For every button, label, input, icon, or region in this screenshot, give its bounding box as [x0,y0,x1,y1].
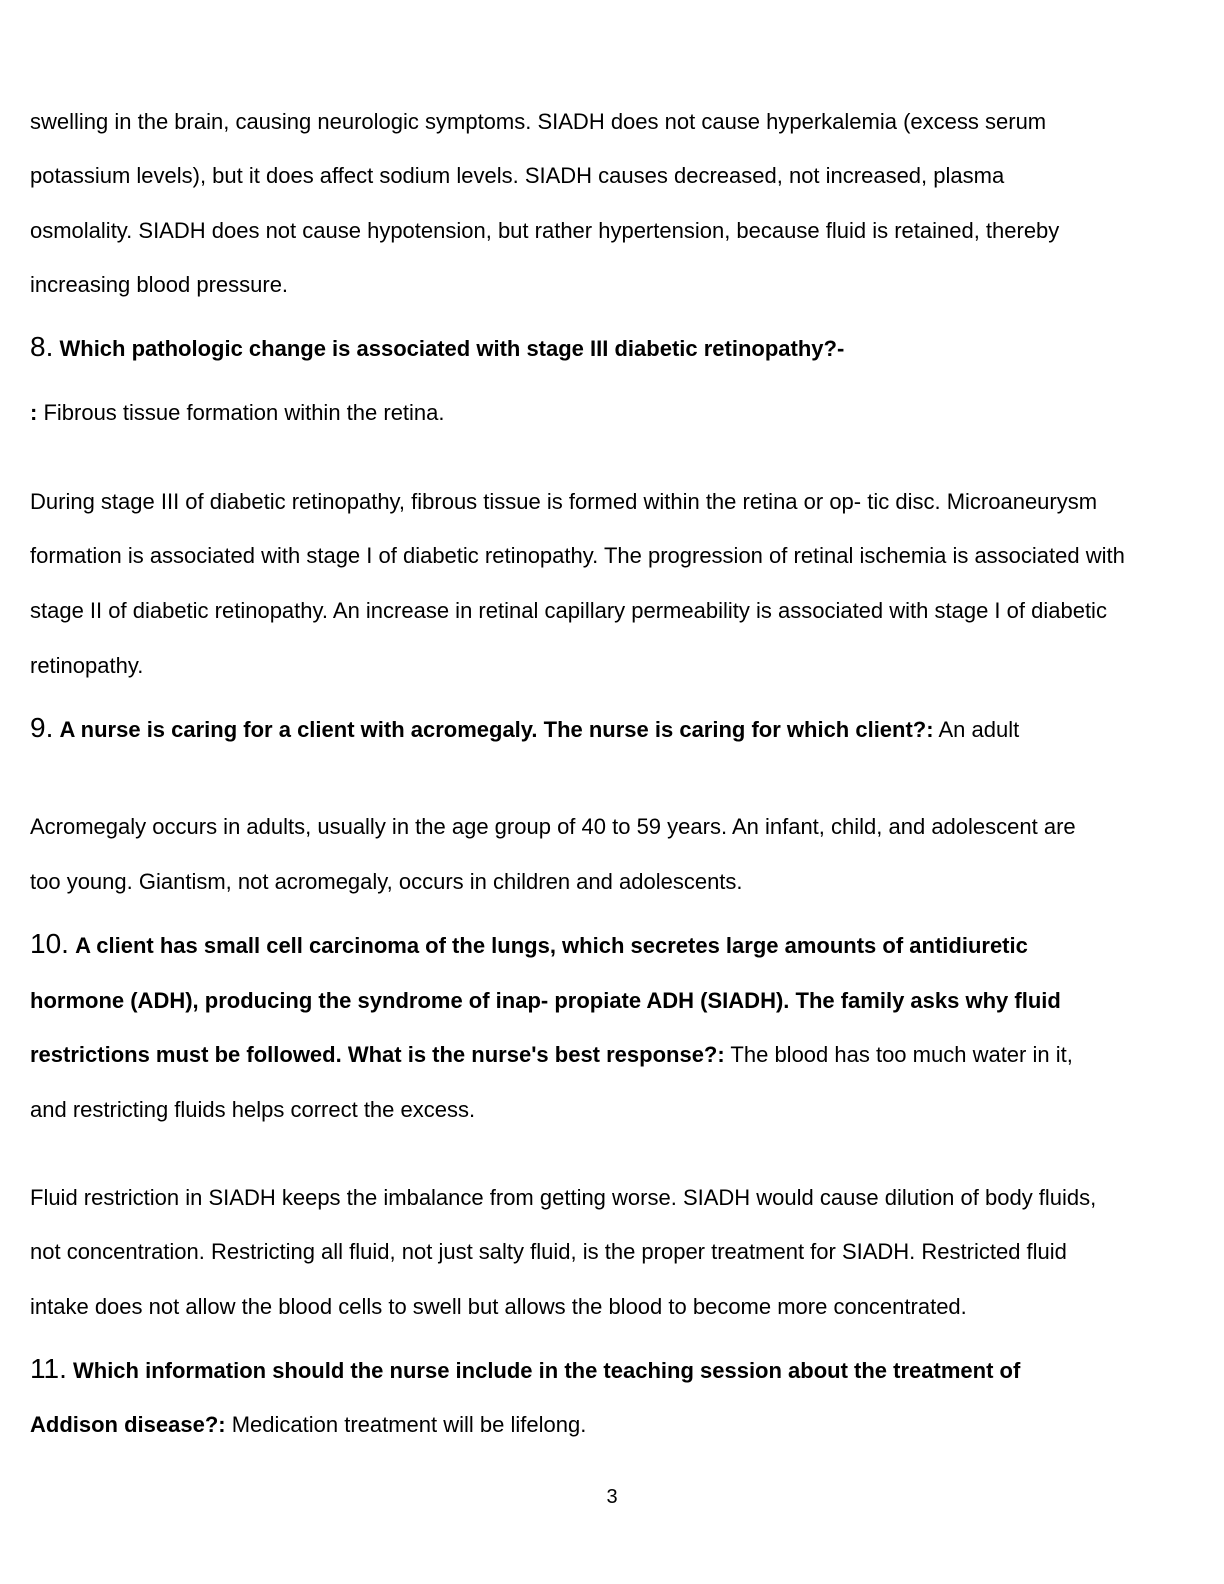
rationale-line: increasing blood pressure. [30,272,289,297]
answer-text: An adult [933,717,1020,742]
question-number: 9. [30,712,54,743]
question-text: hormone (ADH), producing the syndrome of inap- propiate ADH (SIADH). The family asks why fluid [30,988,1061,1013]
question-number: 8. [30,331,54,362]
question-number: 11. [30,1353,67,1384]
rationale-line: retinopathy. [30,653,144,678]
rationale-line: Acromegaly occurs in adults, usually in the age group of 40 to 59 years. An infant, child, and adolescent are [30,814,1076,839]
question-11 [30,1354,1020,1386]
question-10-line [30,988,1061,1014]
question-9 [30,713,1019,745]
question-11-line [30,1412,586,1438]
answer-8 [30,400,445,426]
rationale-line: not concentration. Restricting all fluid, not just salty fluid, is the proper treatment for SIADH. Restricted fluid [30,1239,1067,1264]
answer-text: Medication treatment will be lifelong. [225,1412,587,1437]
answer-text: Fibrous tissue formation within the retina. [37,400,445,425]
question-text: A nurse is caring for a client with acromegaly. The nurse is caring for which client?: [59,717,934,742]
rationale-line: formation is associated with stage I of diabetic retinopathy. The progression of retinal ischemia is associated with [30,543,1125,568]
rationale-line: swelling in the brain, causing neurologic symptoms. SIADH does not cause hyperkalemia (excess serum [30,109,1047,134]
rationale-line: Fluid restriction in SIADH keeps the imbalance from getting worse. SIADH would cause dilution of body fluids, [30,1185,1097,1210]
rationale-line: potassium levels), but it does affect sodium levels. SIADH causes decreased, not increased, plasma [30,163,1005,188]
rationale-line: intake does not allow the blood cells to swell but allows the blood to become more concentrated. [30,1294,967,1319]
question-text: Which information should the nurse include in the teaching session about the treatment of [72,1358,1021,1383]
answer-prefix: : [30,400,38,425]
answer-text: The blood has too much water in it, [724,1042,1073,1067]
question-text: A client has small cell carcinoma of the lungs, which secretes large amounts of antidiuretic [75,933,1028,958]
question-10 [30,929,1028,961]
page-number: 3 [606,1486,618,1508]
question-text: Addison disease?: [30,1412,226,1437]
question-8 [30,332,844,364]
rationale-line: osmolality. SIADH does not cause hypotension, but rather hypertension, because fluid is retained, thereby [30,218,1060,243]
question-number: 10. [30,928,69,959]
rationale-line: too young. Giantism, not acromegaly, occurs in children and adolescents. [30,869,743,894]
question-text: restrictions must be followed. What is the nurse's best response?: [30,1042,725,1067]
question-text: Which pathologic change is associated with stage III diabetic retinopathy?- [59,336,845,361]
rationale-line: During stage III of diabetic retinopathy, fibrous tissue is formed within the retina or op- tic disc. Microaneurysm [30,489,1098,514]
question-10-line [30,1042,1073,1068]
rationale-line: stage II of diabetic retinopathy. An increase in retinal capillary permeability is associated with stage I of diabetic [30,598,1107,623]
answer-10-line: and restricting fluids helps correct the excess. [30,1097,476,1122]
